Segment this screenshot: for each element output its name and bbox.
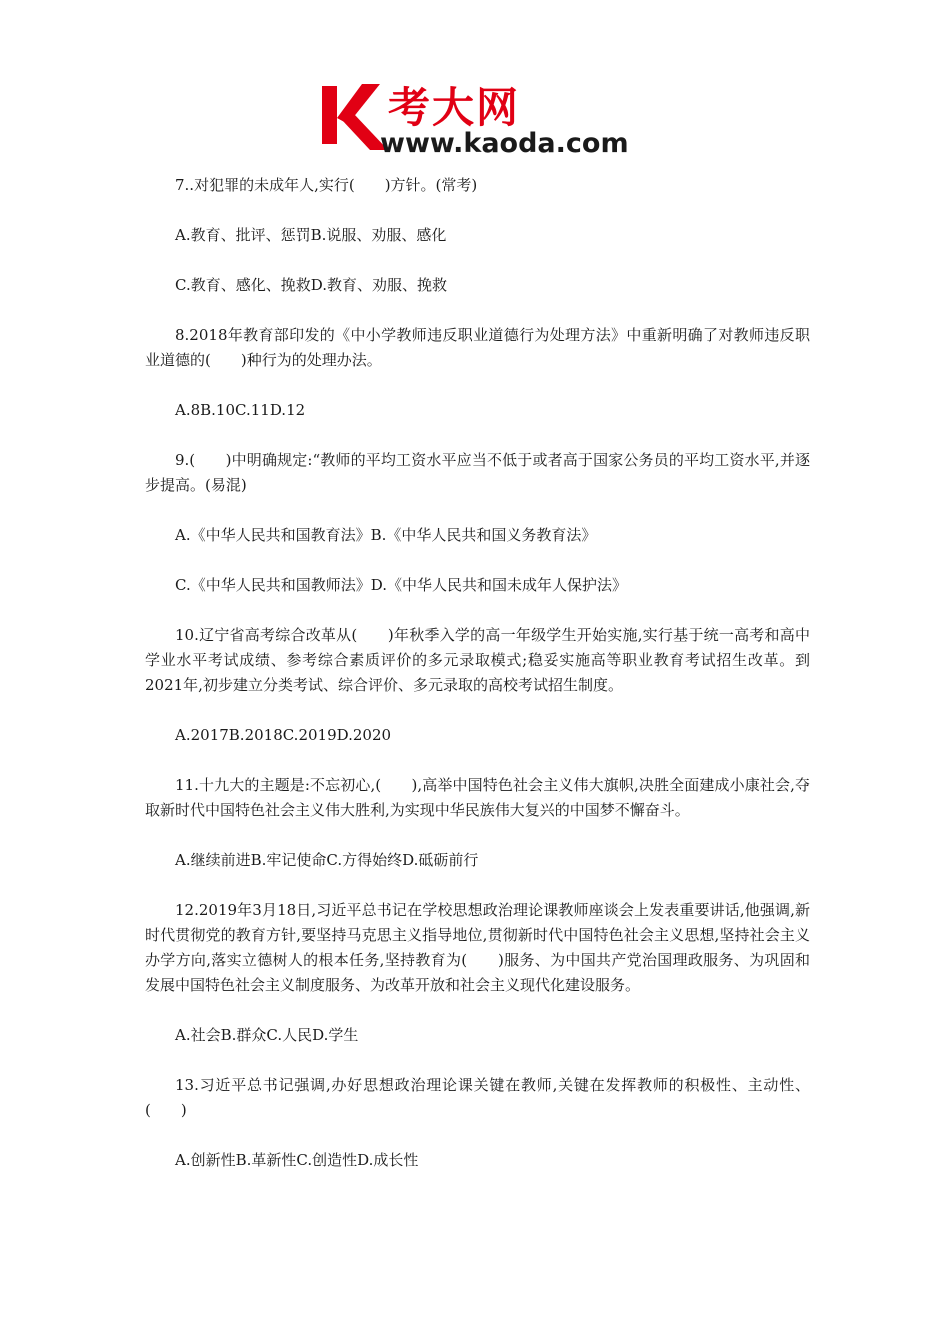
logo-k-mark bbox=[322, 84, 388, 150]
logo-graphic bbox=[318, 80, 638, 160]
question-12: 12.2019年3月18日,习近平总书记在学校思想政治理论课教师座谈会上发表重要讲话,他强调,新时代贯彻党的教育方针,要坚持马克思主义指导地位,贯彻新时代中国特色社会主义思想,坚持社会主义办学方向,落实立德树人的根本任务,坚持教育为( )服务、为中国共产党治国理政服务、为巩固和发展中国特色社会主义制度服务、为改革开放和社会主义现代化建设服务。 bbox=[145, 901, 810, 994]
kaoda-logo bbox=[318, 80, 638, 160]
question-7: 7..对犯罪的未成年人,实行( )方针。(常考) bbox=[175, 176, 478, 194]
question-8: 8.2018年教育部印发的《中小学教师违反职业道德行为处理方法》中重新明确了对教师违反职业道德的( )种行为的处理办法。 bbox=[145, 326, 810, 369]
question-9: 9.( )中明确规定:“教师的平均工资水平应当不低于或者高于国家公务员的平均工资水平,并逐步提高。(易混) bbox=[145, 451, 810, 494]
question-9-options-cd: C.《中华人民共和国教师法》D.《中华人民共和国未成年人保护法》 bbox=[175, 576, 627, 594]
logo-chinese-name: 考大网 bbox=[388, 83, 521, 132]
question-11-options: A.继续前进B.牢记使命C.方得始终D.砥砺前行 bbox=[175, 851, 479, 869]
question-8-options: A.8B.10C.11D.12 bbox=[175, 401, 306, 419]
logo-website-url: www.kaoda.com bbox=[380, 128, 629, 159]
question-11: 11.十九大的主题是:不忘初心,( ),高举中国特色社会主义伟大旗帜,决胜全面建成小康社会,夺取新时代中国特色社会主义伟大胜利,为实现中华民族伟大复兴的中国梦不懈奋斗。 bbox=[145, 776, 810, 819]
question-content bbox=[145, 173, 810, 1198]
question-10-options: A.2017B.2018C.2019D.2020 bbox=[175, 726, 392, 744]
question-12-options: A.社会B.群众C.人民D.学生 bbox=[175, 1026, 359, 1044]
question-9-options-ab: A.《中华人民共和国教育法》B.《中华人民共和国义务教育法》 bbox=[175, 526, 597, 544]
question-13: 13.习近平总书记强调,办好思想政治理论课关键在教师,关键在发挥教师的积极性、主动性、( ) bbox=[145, 1076, 810, 1119]
question-7-options-cd: C.教育、感化、挽救D.教育、劝服、挽救 bbox=[175, 276, 447, 294]
question-10: 10.辽宁省高考综合改革从( )年秋季入学的高一年级学生开始实施,实行基于统一高考和高中学业水平考试成绩、参考综合素质评价的多元录取模式;稳妥实施高等职业教育考试招生改革。到2021年,初步建立分类考试、综合评价、多元录取的高校考试招生制度。 bbox=[145, 626, 810, 694]
question-13-options: A.创新性B.革新性C.创造性D.成长性 bbox=[175, 1151, 419, 1169]
question-7-options-ab: A.教育、批评、惩罚B.说服、劝服、感化 bbox=[175, 226, 447, 244]
